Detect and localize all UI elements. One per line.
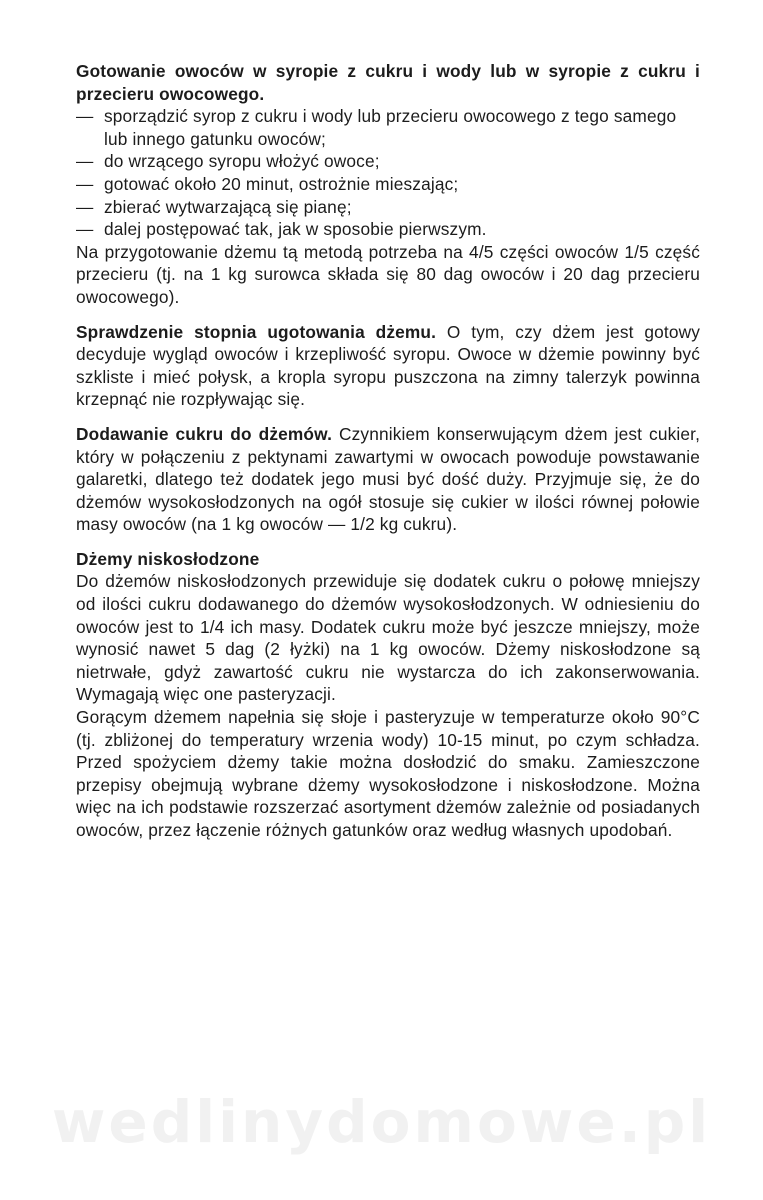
section-body-low-sugar-2: Gorącym dżemem napełnia się słoje i pasteryzuje w temperaturze około 90°C (tj. zbliżonej do temperatury wrzenia wody) 10-15 minut, po czym schładza. Przed spożyciem dżemy takie można dosłodzić do smaku. Zamieszczone przepisy obejmują wybrane dżemy wysokosłodzone i niskosłodzone. Można więc na ich podstawie rozszerzać asortyment dżemów zależnie od posiadanych owoców, przez łączenie różnych gatunków oraz według własnych upodobań. (76, 707, 700, 840)
section-heading-low-sugar: Dżemy niskosłodzone (76, 548, 260, 569)
steps-list (76, 105, 700, 241)
section-low-sugar-jams (76, 548, 700, 842)
list-item: — do wrzącego syropu włożyć owoce; (76, 151, 380, 172)
document-page (76, 60, 700, 842)
dash-marker: — (76, 106, 94, 127)
section-heading-syrup-cooking: Gotowanie owoców w syropie z cukru i wody lub w syropie z cukru i przecieru owocowego. (76, 61, 700, 104)
list-item: — zbierać wytwarzającą się pianę; (76, 196, 352, 217)
section-syrup-cooking (76, 60, 700, 309)
section-body-low-sugar-1: Do dżemów niskosłodzonych przewiduje się dodatek cukru o połowę mniejszy od ilości cukru dodawanego do dżemów wysokosłodzonych. W odniesieniu do owoców jest to 1/4 ich masy. Dodatek cukru może być jeszcze mniejszy, może wynosić nawet 5 dag (2 łyżki) na 1 kg owoców. Dżemy niskosłodzone są nietrwałe, gdyż zawartość cukru nie wystarcza do ich zakonserwowania. Wymagają więc one pasteryzacji. (76, 571, 700, 705)
section-heading-doneness: Sprawdzenie stopnia ugotowania dżemu. (76, 321, 437, 342)
section-body-doneness: O tym, czy dżem jest gotowy decyduje wygląd owoców i krzepliwość syropu. Owoce w dżemie powinny być szkliste i mieć połysk, a kropla syropu puszczona na zimny talerzyk powinna krzepnąć nie rozpływając się. (76, 321, 701, 410)
list-item: — dalej postępować tak, jak w sposobie pierwszym. (76, 219, 487, 240)
section-adding-sugar (76, 423, 700, 536)
list-item: — gotować około 20 minut, ostrożnie mieszając; (76, 173, 459, 194)
proportion-note: Na przygotowanie dżemu tą metodą potrzeba na 4/5 części owoców 1/5 część przecieru (tj. na 1 kg surowca składa się 80 dag owoców i 20 dag przecieru owocowego). (76, 241, 700, 307)
dash-marker: — (76, 173, 94, 194)
watermark: wedlinydomowe.pl (51, 1088, 712, 1156)
list-item: — sporządzić syrop z cukru i wody lub przecieru owocowego z tego samego lub innego gatunku owoców; (76, 106, 677, 149)
section-body-sugar: Czynnikiem konserwującym dżem jest cukier, który w połączeniu z pektynami zawartymi w owocach powoduje powstawanie galaretki, dlatego też dodatek jego musi być dość duży. Przyjmuje się, że do dżemów wysokosłodzonych na ogół stosuje się cukier w ilości równej połowie masy owoców (na 1 kg owoców — 1/2 kg cukru). (76, 423, 701, 535)
dash-marker: — (76, 219, 94, 240)
dash-marker: — (76, 196, 94, 217)
section-doneness-check (76, 321, 700, 411)
dash-marker: — (76, 151, 94, 172)
section-heading-sugar: Dodawanie cukru do dżemów. (76, 423, 333, 444)
